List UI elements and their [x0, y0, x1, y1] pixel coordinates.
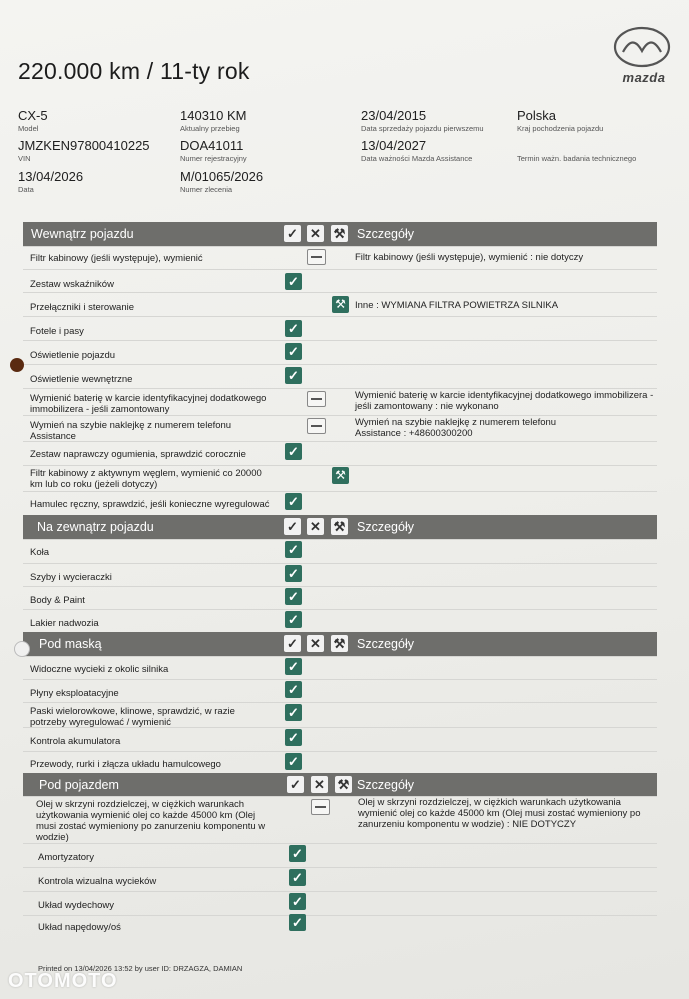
punch-hole — [14, 641, 30, 657]
assistance-value: 13/04/2027 — [361, 138, 427, 153]
under-row-4-label: Układ napędowy/oś — [38, 922, 121, 933]
check-icon: ✓ — [289, 869, 306, 886]
header-inspection — [517, 153, 636, 163]
inside-row-7-label: Wymień na szybie naklejkę z numerem telefonu Assistance — [30, 420, 232, 442]
date-label: Data — [18, 185, 34, 194]
header-sale-date — [361, 108, 484, 133]
not-applicable-icon — [307, 249, 326, 265]
sale-date-label: Data sprzedaży pojazdu pierwszemu — [361, 124, 484, 133]
outside-row-3-label: Lakier nadwozia — [30, 618, 99, 629]
header-wrench-icon: ⚒ — [331, 225, 348, 242]
header-wrench-icon: ⚒ — [335, 776, 352, 793]
check-icon: ✓ — [289, 914, 306, 931]
inside-row-7-detail: Wymień na szybie naklejkę z numerem telefonu Assistance : +48600300200 — [355, 417, 557, 439]
section-outside-title: Na zewnątrz pojazdu — [37, 520, 154, 534]
check-icon: ✓ — [285, 367, 302, 384]
check-icon: ✓ — [285, 704, 302, 721]
inside-row-2-detail: Inne : WYMIANA FILTRA POWIETRZA SILNIKA — [355, 300, 559, 311]
section-under-details-label: Szczegóły — [357, 778, 414, 792]
check-icon: ✓ — [285, 493, 302, 510]
order-value: M/01065/2026 — [180, 169, 264, 184]
not-applicable-icon — [307, 391, 326, 407]
header-cross-icon: ✕ — [311, 776, 328, 793]
check-icon: ✓ — [289, 845, 306, 862]
header-check-icon: ✓ — [287, 776, 304, 793]
section-inside-details-label: Szczegóły — [357, 227, 414, 241]
header-vin — [18, 138, 150, 163]
inside-row-5-label: Oświetlenie wewnętrzne — [30, 374, 133, 385]
otomoto-watermark: OTOMOTO — [8, 970, 118, 992]
check-icon: ✓ — [285, 658, 302, 675]
header-registration — [180, 138, 247, 163]
header-cross-icon: ✕ — [307, 225, 324, 242]
registration-value: DOA41011 — [180, 138, 244, 153]
section-hood-header — [23, 632, 657, 656]
print-footer: Printed on 13/04/2026 13:52 by user ID: DRZAGZA, DAMIAN — [38, 964, 243, 973]
header-assistance — [361, 138, 472, 163]
wrench-icon: ⚒ — [332, 296, 349, 313]
inside-row-8-label: Zestaw naprawczy ogumienia, sprawdzić corocznie — [30, 449, 246, 460]
header-cross-icon: ✕ — [307, 635, 324, 652]
assistance-label: Data ważności Mazda Assistance — [361, 154, 473, 163]
check-icon: ✓ — [285, 565, 302, 582]
inside-row-2-label: Przełączniki i sterowanie — [30, 302, 135, 313]
inside-row-0-label: Filtr kabinowy (jeśli występuje), wymienić — [30, 253, 203, 264]
outside-row-2-label: Body & Paint — [30, 595, 85, 606]
section-outside-header — [23, 515, 657, 539]
date-value: 13/04/2026 — [18, 169, 84, 184]
header-mileage — [180, 108, 247, 133]
check-icon: ✓ — [285, 320, 302, 337]
check-icon: ✓ — [285, 273, 302, 290]
outside-row-0-label: Koła — [30, 547, 50, 558]
check-icon: ✓ — [285, 541, 302, 558]
mazda-logo-word: mazda — [622, 70, 666, 85]
check-icon: ✓ — [285, 681, 302, 698]
vin-label: VIN — [18, 154, 31, 163]
header-date — [18, 169, 83, 194]
check-icon: ✓ — [285, 729, 302, 746]
hood-row-1-label: Płyny eksploatacyjne — [30, 688, 119, 699]
inside-row-1-label: Zestaw wskaźników — [30, 279, 114, 290]
document-title: 220.000 km / 11-ty rok — [18, 58, 250, 84]
not-applicable-icon — [311, 799, 330, 815]
hood-row-4-label: Przewody, rurki i złącza układu hamulcowego — [30, 759, 221, 770]
registration-label: Numer rejestracyjny — [180, 154, 247, 163]
inside-row-0-detail: Filtr kabinowy (jeśli występuje), wymienić : nie dotyczy — [355, 252, 584, 263]
section-hood-details-label: Szczegóły — [357, 637, 414, 651]
header-wrench-icon: ⚒ — [331, 635, 348, 652]
header-check-icon: ✓ — [284, 518, 301, 535]
header-model — [18, 108, 48, 133]
section-hood-title: Pod maską — [39, 637, 102, 651]
header-country — [517, 108, 603, 133]
inside-row-4-label: Oświetlenie pojazdu — [30, 350, 116, 361]
punch-hole — [10, 358, 24, 372]
hood-row-2-label: Paski wielorowkowe, klinowe, sprawdzić, w razie potrzeby wyregulować / wymienić — [30, 706, 235, 728]
under-row-3-label: Układ wydechowy — [38, 900, 115, 911]
check-icon: ✓ — [285, 753, 302, 770]
model-label: Model — [18, 124, 39, 133]
country-label: Kraj pochodzenia pojazdu — [517, 124, 604, 133]
hood-row-3-label: Kontrola akumulatora — [30, 736, 121, 747]
inside-row-9-label: Filtr kabinowy z aktywnym węglem, wymienić co 20000 km lub co roku (jeżeli dotyczy) — [30, 468, 262, 490]
wrench-icon: ⚒ — [332, 467, 349, 484]
model-value: CX-5 — [18, 108, 48, 123]
vin-value: JMZKEN97800410225 — [18, 138, 150, 153]
under-row-0-label: Olej w skrzyni rozdzielczej, w ciężkich warunkach użytkowania wymienić olej co każde 45000 km (Olej musi zostać wymieniony po zanurzeniu komponentu w wodzie) — [36, 799, 266, 843]
mileage-value: 140310 KM — [180, 108, 247, 123]
section-inside-title: Wewnątrz pojazdu — [31, 227, 134, 241]
inside-row-6-label: Wymienić baterię w karcie identyfikacyjnej dodatkowego immobilizera - jeśli zamontowany — [30, 393, 267, 415]
inside-row-6-detail: Wymienić baterię w karcie identyfikacyjnej dodatkowego immobilizera - jeśli zamontowany : nie wykonano — [355, 390, 654, 412]
order-label: Numer zlecenia — [180, 185, 233, 194]
not-applicable-icon — [307, 418, 326, 434]
mileage-label: Aktualny przebieg — [180, 124, 240, 133]
inside-row-10-label: Hamulec ręczny, sprawdzić, jeśli konieczne wyregulować — [30, 499, 270, 510]
under-row-2-label: Kontrola wizualna wycieków — [38, 876, 157, 887]
header-check-icon: ✓ — [284, 635, 301, 652]
header-cross-icon: ✕ — [307, 518, 324, 535]
inside-row-3-label: Fotele i pasy — [30, 326, 84, 337]
section-outside-details-label: Szczegóły — [357, 520, 414, 534]
section-under-title: Pod pojazdem — [39, 778, 119, 792]
header-wrench-icon: ⚒ — [331, 518, 348, 535]
country-value: Polska — [517, 108, 557, 123]
check-icon: ✓ — [285, 588, 302, 605]
header-check-icon: ✓ — [284, 225, 301, 242]
outside-row-1-label: Szyby i wycieraczki — [30, 572, 112, 583]
under-row-1-label: Amortyzatory — [38, 852, 94, 863]
mazda-logo — [606, 26, 678, 84]
under-row-0-detail: Olej w skrzyni rozdzielczej, w ciężkich warunkach użytkowania wymienić olej co każde 45000 km (Olej musi zostać wymieniony po zanurzeniu komponentu w wodzie) : NIE DOTYCZY — [358, 797, 641, 830]
section-under-header — [23, 773, 657, 797]
header-order — [180, 169, 263, 194]
inspection-label: Termin ważn. badania technicznego — [517, 154, 637, 163]
section-inside-header — [23, 222, 657, 246]
check-icon: ✓ — [285, 611, 302, 628]
check-icon: ✓ — [289, 893, 306, 910]
hood-row-0-label: Widoczne wycieki z okolic silnika — [30, 664, 169, 675]
check-icon: ✓ — [285, 443, 302, 460]
check-icon: ✓ — [285, 343, 302, 360]
sale-date-value: 23/04/2015 — [361, 108, 427, 123]
